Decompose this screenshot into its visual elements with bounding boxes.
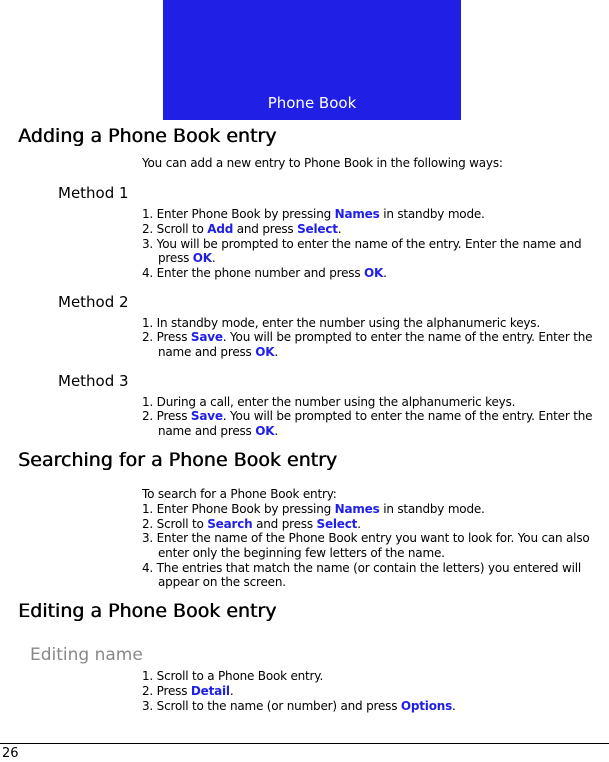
heading-method-1: Method 1 [58,184,129,202]
search-step2: 2. Scroll to Search and press Select. [142,517,361,531]
phone-book-banner [163,0,461,120]
method2-step1: 1. In standby mode, enter the number using the alphanumeric keys. [142,316,540,330]
footer-divider [0,743,609,744]
method1-step1: 1. Enter Phone Book by pressing Names in standby mode. [142,207,485,221]
edit-step1: 1. Scroll to a Phone Book entry. [142,669,324,683]
heading-adding: Adding a Phone Book entry [18,125,277,147]
search-step3-cont: enter only the beginning few letters of the name. [158,546,445,560]
page-number: 26 [2,746,19,761]
subheading-editing-name: Editing name [30,645,143,665]
search-step4: 4. The entries that match the name (or contain the letters) you entered will [142,561,581,575]
method3-step2: 2. Press Save. You will be prompted to enter the name of the entry. Enter the [142,409,593,423]
search-step1: 1. Enter Phone Book by pressing Names in standby mode. [142,502,485,516]
method2-step2-cont: name and press OK. [158,345,278,359]
method1-step2: 2. Scroll to Add and press Select. [142,222,342,236]
method1-step4: 4. Enter the phone number and press OK. [142,266,387,280]
method1-step3: 3. You will be prompted to enter the name of the entry. Enter the name and [142,237,582,251]
method3-step2-cont: name and press OK. [158,424,278,438]
method3-step1: 1. During a call, enter the number using the alphanumeric keys. [142,395,516,409]
heading-searching: Searching for a Phone Book entry [18,449,338,471]
search-step3: 3. Enter the name of the Phone Book entry you want to look for. You can also [142,531,590,545]
adding-intro: You can add a new entry to Phone Book in the following ways: [142,156,503,170]
heading-editing: Editing a Phone Book entry [18,600,277,622]
heading-method-2: Method 2 [58,293,129,311]
method2-step2: 2. Press Save. You will be prompted to enter the name of the entry. Enter the [142,330,593,344]
searching-intro: To search for a Phone Book entry: [142,487,337,501]
edit-step2: 2. Press Detail. [142,684,234,698]
heading-method-3: Method 3 [58,372,129,390]
search-step4-cont: appear on the screen. [158,575,286,589]
banner-title: Phone Book [267,94,357,112]
method1-step3-cont: press OK. [158,251,216,265]
edit-step3: 3. Scroll to the name (or number) and press Options. [142,699,456,713]
